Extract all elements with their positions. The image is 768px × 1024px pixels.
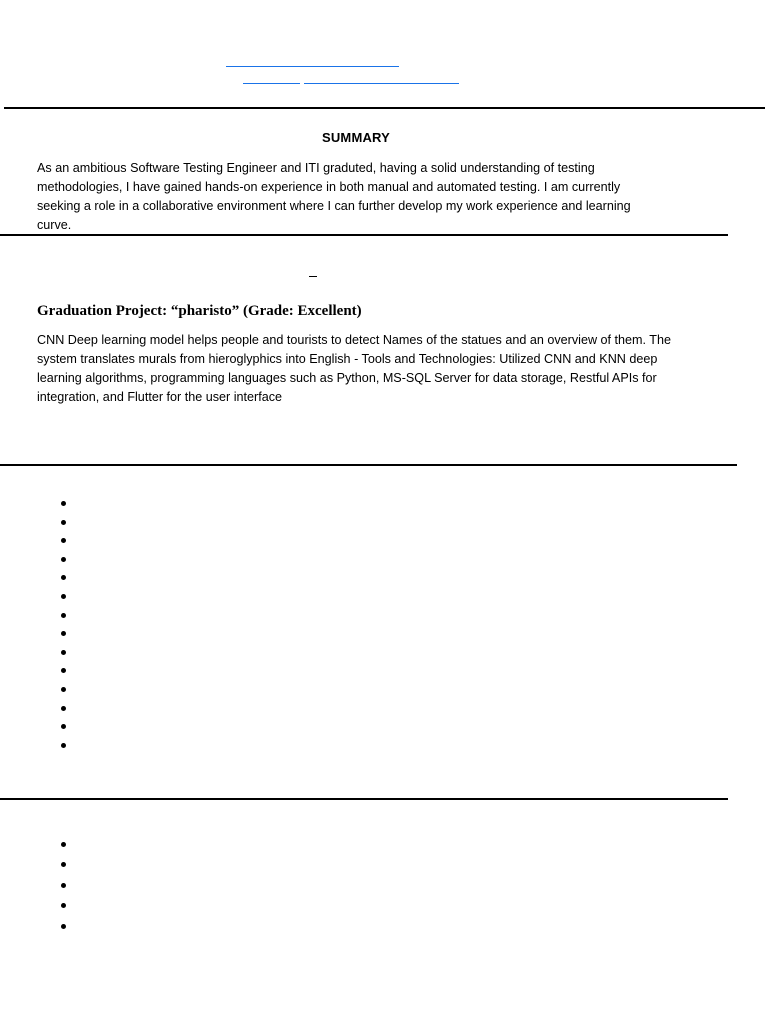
bullet-icon: [61, 650, 66, 655]
bullet-icon: [61, 724, 66, 729]
bullet-icon: [61, 557, 66, 562]
bullet-icon: [61, 924, 66, 929]
summary-text: As an ambitious Software Testing Engineer and ITI graduted, having a solid understanding of testing methodologies, I have gained hands-on experience in both manual and automated testing. I am currently seeking a role in a collaborative environment where I can further develop my work experience and learning curve.: [37, 161, 631, 232]
section-divider: [0, 464, 737, 466]
bullet-icon: [61, 631, 66, 636]
summary-heading: SUMMARY: [321, 130, 391, 145]
section-divider: [0, 234, 728, 236]
section-divider: [4, 107, 765, 109]
bullet-icon: [61, 903, 66, 908]
contact-link-phone[interactable]: [243, 83, 300, 84]
bullet-icon: [61, 687, 66, 692]
bullet-icon: [61, 575, 66, 580]
contact-link-profile[interactable]: [304, 83, 459, 84]
bullet-icon: [61, 520, 66, 525]
bullet-icon: [61, 613, 66, 618]
bullet-icon: [61, 501, 66, 506]
bullet-icon: [61, 706, 66, 711]
bullet-icon: [61, 743, 66, 748]
section-divider: [0, 798, 728, 800]
bullet-icon: [61, 538, 66, 543]
contact-link-email[interactable]: [226, 66, 399, 67]
dash-mark: [309, 276, 317, 277]
bullet-icon: [61, 594, 66, 599]
bullet-icon: [61, 668, 66, 673]
bullet-icon: [61, 883, 66, 888]
bullet-icon: [61, 842, 66, 847]
project-heading: Graduation Project: “pharisto” (Grade: Excellent): [37, 303, 362, 319]
bullet-icon: [61, 862, 66, 867]
project-description: CNN Deep learning model helps people and tourists to detect Names of the statues and an overview of them. The system translates murals from hieroglyphics into English - Tools and Technologies: Utilized CNN and KNN deep learning algorithms, programming languages such as Python, MS-SQL Server for data storage, Restful APIs for integration, and Flutter for the user interface: [37, 333, 672, 404]
